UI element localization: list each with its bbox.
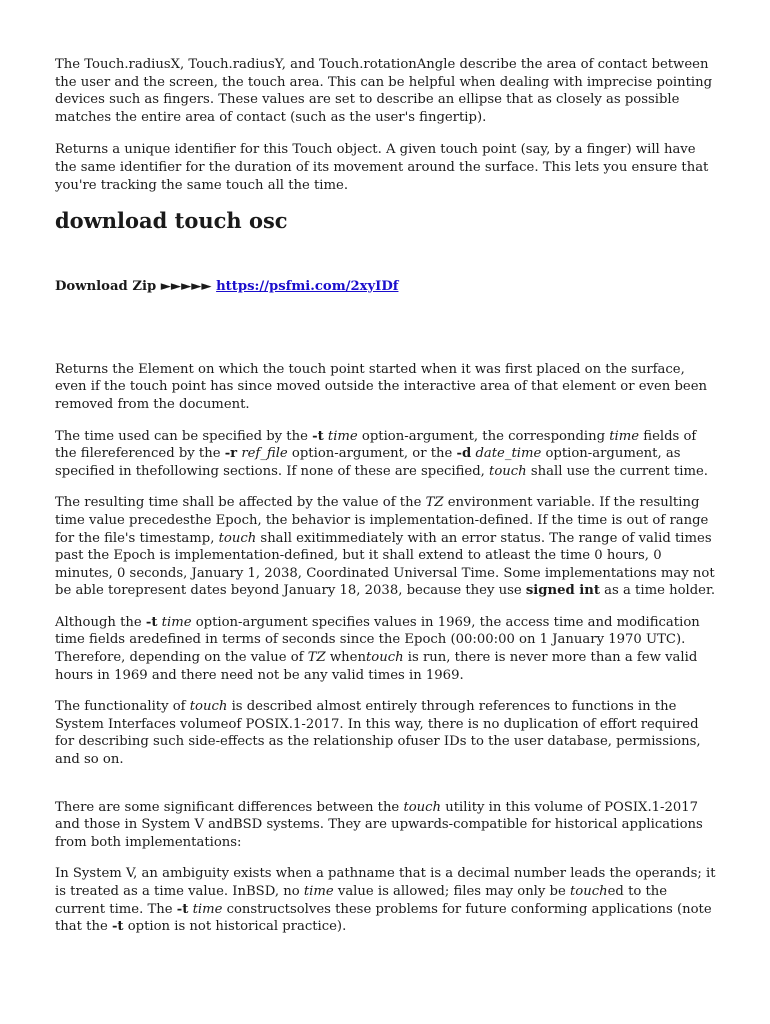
paragraph-functionality: The functionality of touch is described almost entirely through references to functions in the System Interfaces volumeof POSIX.1-2017. In this way, there is no duplication of effort required for describing such side-effects as the relationship ofuser IDs to the user database, permissions, and so on.: [55, 699, 701, 768]
download-label: Download Zip ►►►►►: [55, 279, 217, 295]
document-page: [55, 56, 720, 950]
download-line: [55, 278, 720, 296]
paragraph-1969-values: Although the -t time option-argument specifies values in 1969, the access time and modification time fields aredefined in terms of seconds since the Epoch (00:00:00 on 1 January 1970 UTC). Therefore, depending on the value of TZ whentouch is run, there is never more than a few valid hours in 1969 and there need not be any valid times in 1969.: [55, 614, 700, 683]
paragraph-tz-effects: The resulting time shall be affected by the value of the TZ environment variable. If the resulting time value precedesthe Epoch, the behavior is implementation-defined. If the time is out of range for the file's timestamp, touch shall exitimmediately with an error status. The range of valid times past the Epoch is implementation-defined, but it shall extend to atleast the time 0 hours, 0 minutes, 0 seconds, January 1, 2038, Coordinated Universal Time. Some implementations may not be able torepresent dates beyond January 18, 2038, because they use signed int as a time holder.: [55, 495, 716, 599]
paragraph-touch-radius: The Touch.radiusX, Touch.radiusY, and Touch.rotationAngle describe the area of contact between the user and the screen, the touch area. This can be helpful when dealing with imprecise pointing devices such as fingers. These values are set to describe an ellipse that as closely as possible matches the entire area of contact (such as the user's fingertip).: [55, 57, 713, 125]
paragraph-touch-identifier: Returns a unique identifier for this Touch object. A given touch point (say, by a finger) will have the same identifier for the duration of its movement around the surface. This lets you ensure that you're tracking the same touch all the time.: [55, 142, 709, 193]
paragraph-time-specification: The time used can be specified by the -t time option-argument, the corresponding time fields of the filereferenced by the -r ref_file option-argument, or the -d date_time option-argument, as specified in thefollowing sections. If none of these are specified, touch shall use the current time.: [55, 428, 708, 479]
paragraph-system-differences: There are some significant differences between the touch utility in this volume of POSIX.1-2017 and those in System V andBSD systems. They are upwards-compatible for historical applications from both implementations:: [55, 799, 703, 850]
page-title: download touch osc: [55, 208, 288, 234]
paragraph-system-v-ambiguity: In System V, an ambiguity exists when a pathname that is a decimal number leads the operands; it is treated as a time value. InBSD, no time value is allowed; files may only be touched to the current time. The -t time constructsolves these problems for future conforming applications (note that the -t option is not historical practice).: [55, 866, 716, 935]
download-link[interactable]: https://psfmi.com/2xyIDf: [216, 279, 399, 295]
paragraph-target-element: Returns the Element on which the touch point started when it was first placed on the surface, even if the touch point has since moved outside the interactive area of that element or even been removed from the document.: [55, 361, 708, 412]
